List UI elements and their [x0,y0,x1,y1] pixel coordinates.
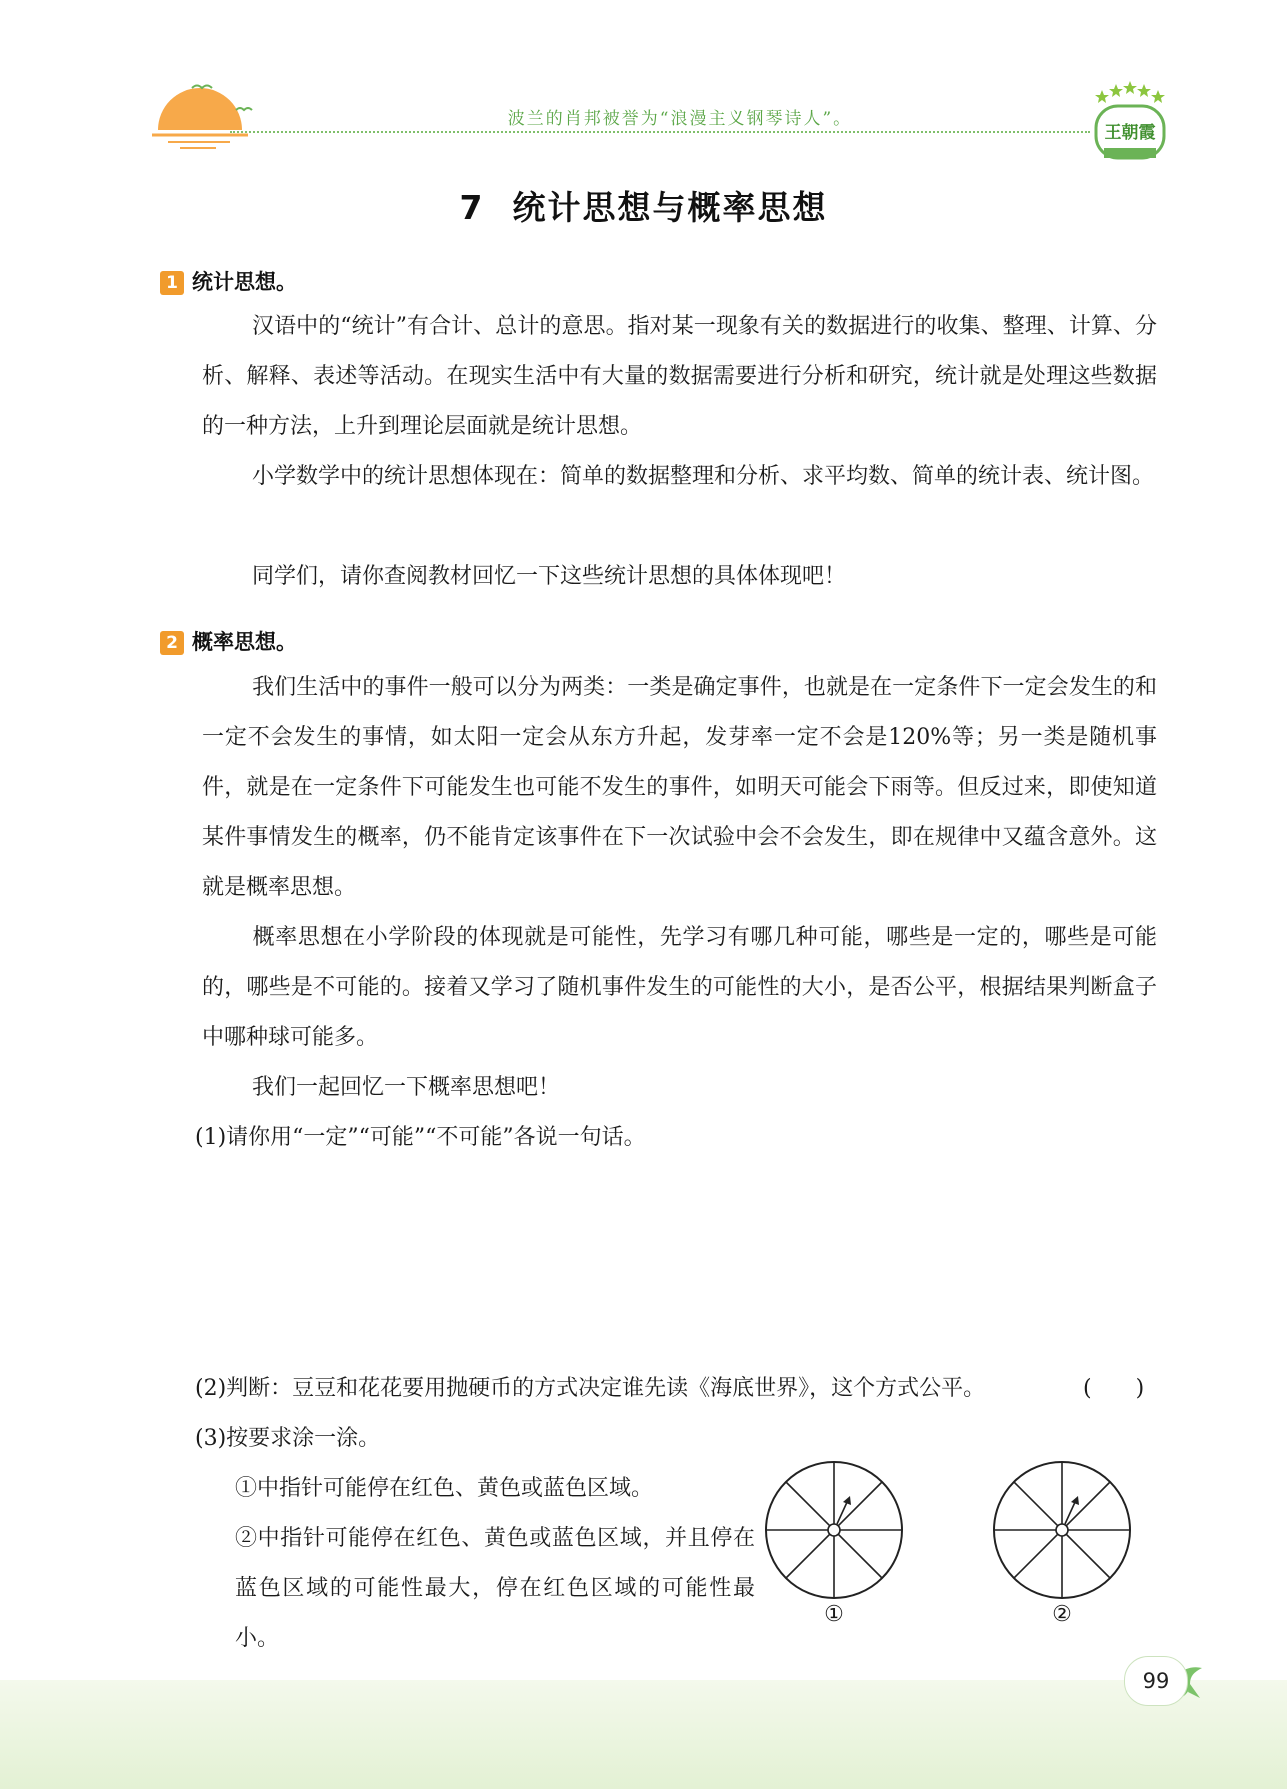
title-number: 7 [459,188,485,227]
paragraph-text: 汉语中的“统计”有合计、总计的意思。指对某一现象有关的数据进行的收集、整理、计算、分析、解释、表述等活动。在现实生活中有大量的数据需要进行分析和研究，统计就是处理这些数据的一种方法，上升到理论层面就是统计思想。 [202,314,1157,439]
section-heading-text: 统计思想。 [192,270,297,294]
question-3-part-1: ①中指针可能停在红色、黄色或蓝色区域。 [235,1476,654,1501]
paragraph-text: 我们一起回忆一下概率思想吧！ [252,1075,561,1100]
paragraph [202,302,1157,452]
title-text: 统计思想与概率思想 [512,188,828,227]
section-heading-text: 概率思想。 [192,630,297,654]
section-heading-statistics [160,266,297,296]
paragraph [202,1063,1157,1113]
paragraph-text: 概率思想在小学阶段的体现就是可能性，先学习有哪几种可能，哪些是一定的，哪些是可能的，哪些是不可能的。接着又学习了随机事件发生的可能性的大小，是否公平，根据结果判断盒子中哪种球可能多。 [202,925,1157,1050]
paragraph [202,913,1157,1063]
question-2: (2)判断：豆豆和花花要用抛硬币的方式决定谁先读《海底世界》，这个方式公平。 [195,1376,986,1401]
sunset-logo [150,80,260,155]
question-3-part-2: ②中指针可能停在红色、黄色或蓝色区域，并且停在蓝色区域的可能性最大，停在红色区域的可能性最小。 [235,1526,755,1651]
footer-band [0,1680,1287,1789]
page-number: 99 [1124,1656,1188,1706]
section-badge: 1 [160,271,184,295]
section-heading-probability [160,626,297,656]
answer-space-q1[interactable] [195,1170,1155,1350]
paragraph [202,452,1157,502]
page-title [0,182,1287,229]
answer-blank-q2[interactable]: ( ) [1083,1376,1145,1401]
spinner-label: ① [824,1602,844,1627]
brand-logo-text: 王朝霞 [1104,123,1156,143]
spinner-1[interactable] [762,1458,906,1602]
spinner-label: ② [1052,1602,1072,1627]
spinner-2[interactable] [990,1458,1134,1602]
header-motto: 波兰的肖邦被誉为“浪漫主义钢琴诗人”。 [507,109,853,129]
header-rule [230,131,1090,133]
question-1: (1)请你用“一定”“可能”“不可能”各说一句话。 [195,1125,646,1150]
question-3: (3)按要求涂一涂。 [195,1426,381,1451]
paragraph [202,552,1157,602]
paragraph [202,663,1157,913]
section-badge: 2 [160,631,184,655]
paragraph-text: 我们生活中的事件一般可以分为两类：一类是确定事件，也就是在一定条件下一定会发生的和一定不会发生的事情，如太阳一定会从东方升起，发芽率一定不会是120%等；另一类是随机事件，就是在一定条件下可能发生也可能不发生的事件，如明天可能会下雨等。但反过来，即使知道某件事情发生的概率，仍不能肯定该事件在下一次试验中会不会发生，即在规律中又蕴含意外。这就是概率思想。 [202,675,1157,900]
paragraph-text: 同学们，请你查阅教材回忆一下这些统计思想的具体体现吧！ [252,564,847,589]
paragraph-text: 小学数学中的统计思想体现在：简单的数据整理和分析、求平均数、简单的统计表、统计图。 [252,464,1155,489]
